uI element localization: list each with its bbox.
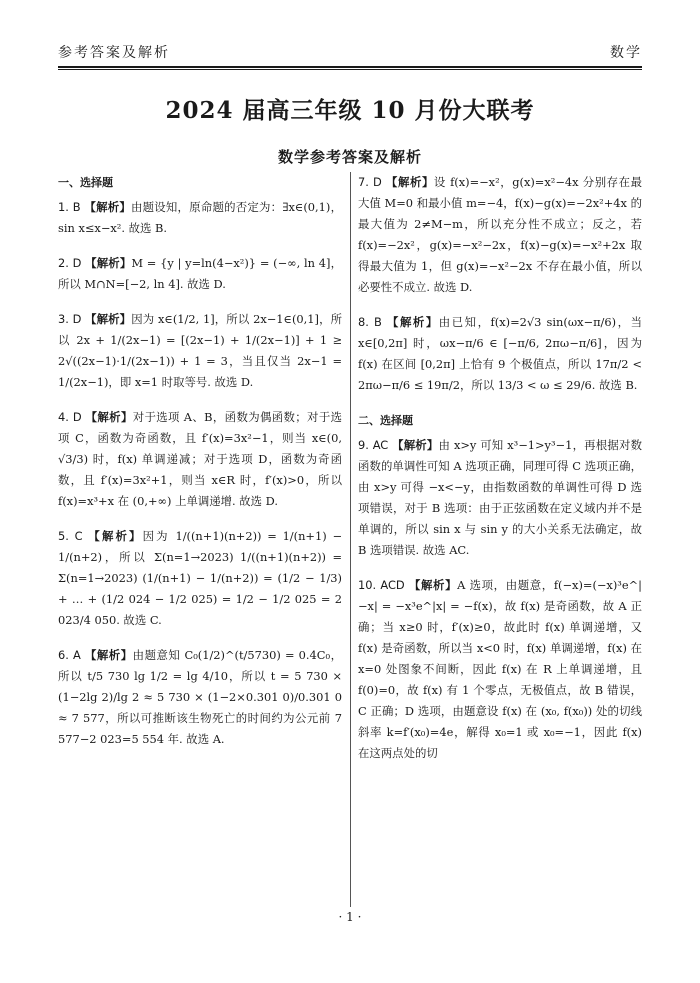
- answer-item: [58, 526, 342, 631]
- analysis-tag: 【解析】: [85, 312, 132, 326]
- answer-item: [58, 197, 342, 239]
- header-right: 数学: [610, 45, 642, 61]
- header-divider-thin: [58, 69, 642, 70]
- answer-item: [358, 435, 642, 561]
- answer-explanation: A 选项，由题意，f(−x)=(−x)³e^|−x| = −x³e^|x| = −f(x)，故 f(x) 是奇函数，故 A 正确；当 x≥0 时，f′(x)≥0，故此时 f(x) 单调递增，又 f(x) 是奇函数，所以当 x<0 时，f(x) 单调递增，f(x) 在 x=0 处图象不间断，因此 f(x) 在 R 上单调递增，且 f(0)=0，故 f(x) 有 1 个零点，无极值点，故 B 错误，C 正确；D 选项，由题意设 f(x) 在 (x₀, f(x₀)) 处的切线斜率 k=f′(x₀)=4e，解得 x₀=1 或 x₀=−1，因此 f(x) 在这两点处的切: [358, 578, 642, 760]
- answer-number: 1. B: [58, 200, 81, 214]
- answer-item: [58, 645, 342, 750]
- answer-explanation: 因为 1/((n+1)(n+2)) = 1/(n+1) − 1/(n+2)，所以 Σ(n=1→2023) 1/((n+1)(n+2)) = Σ(n=1→2023) (1/(n+1) − 1/(n+2)) = (1/2 − 1/3) + … + (1/2 024 − 1/2 025) = 1/2 − 1/2 025 = 2 023/4 050. 故选 C.: [58, 529, 342, 627]
- header-divider: [58, 66, 642, 68]
- analysis-tag: 【解析】: [392, 438, 439, 452]
- answer-item: [58, 253, 342, 295]
- left-column: [58, 172, 342, 764]
- answer-number: 2. D: [58, 256, 82, 270]
- answer-item: [58, 407, 342, 512]
- answer-item: [358, 575, 642, 764]
- answer-number: 8. B: [358, 315, 382, 329]
- page-number: · 1 ·: [338, 910, 362, 924]
- answer-item: [58, 309, 342, 393]
- analysis-tag: 【解析】: [84, 200, 131, 214]
- answer-number: 9. AC: [358, 438, 389, 452]
- page-title: 2024 届高三年级 10 月份大联考: [165, 97, 535, 124]
- analysis-tag: 【解析】: [84, 648, 133, 662]
- answer-explanation: 由已知，f(x)=2√3 sin(ωx−π/6)，当 x∈[0,2π] 时，ωx−π/6 ∈ [−π/6, 2πω−π/6]，因为 f(x) 在区间 [0,2π] 上恰有 9 个极值点，所以 17π/2 < 2πω−π/6 ≤ 19π/2，所以 13/3 < ω ≤ 29/6. 故选 B.: [358, 315, 642, 392]
- answer-number: 3. D: [58, 312, 82, 326]
- header-left: 参考答案及解析: [58, 45, 170, 61]
- page-subtitle: 数学参考答案及解析: [277, 148, 422, 166]
- answer-explanation: 由题设知，原命题的否定为：∃x∈(0,1)，sin x≤x−x². 故选 B.: [58, 200, 342, 235]
- answer-number: 6. A: [58, 648, 81, 662]
- answer-explanation: 因为 x∈(1/2, 1]，所以 2x−1∈(0,1]，所以 2x + 1/(2x−1) = [(2x−1) + 1/(2x−1)] + 1 ≥ 2√((2x−1)·1/(2x−1)) + 1 = 3，当且仅当 2x−1 = 1/(2x−1)，即 x=1 时取等号. 故选 D.: [58, 312, 342, 389]
- answer-number: 7. D: [358, 175, 382, 189]
- analysis-tag: 【解析】: [85, 410, 133, 424]
- right-column: [358, 172, 642, 778]
- analysis-tag: 【解析】: [88, 529, 143, 543]
- answer-explanation: 由题意知 C₀(1/2)^(t/5730) = 0.4C₀，所以 t/5 730 lg 1/2 = lg 4/10，所以 t = 5 730 × (1−2lg 2)/lg 2 ≈ 5 730 × (1−2×0.301 0)/0.301 0 ≈ 7 577，所以可推断该生物死亡的时间约为公元前 7 577−2 023=5 554 年. 故选 A.: [58, 648, 342, 746]
- analysis-tag: 【解析】: [387, 315, 439, 329]
- answer-explanation: 设 f(x)=−x²，g(x)=x²−4x 分别存在最大值 M=0 和最小值 m=−4，f(x)−g(x)=−2x²+4x 的最大值为 2≠M−m，所以充分性不成立；反之，若 f(x)=−2x²，g(x)=−x²−2x，f(x)−g(x)=−x²+2x 取得最大值为 1，但 g(x)=−x²−2x 不存在最小值，所以必要性不成立. 故选 D.: [358, 175, 642, 294]
- answer-number: 5. C: [58, 529, 83, 543]
- answer-explanation: 由 x>y 可知 x³−1>y³−1，再根据对数函数的单调性可知 A 选项正确，同理可得 C 选项正确，由 x>y 可得 −x<−y，由指数函数的单调性可得 D 选项错误，对于 B 选项：由于正弦函数在定义域内并不是单调的，所以 sin x 与 sin y 的大小关系无法确定，故 B 选项错误. 故选 AC.: [358, 438, 642, 557]
- answer-explanation: 对于选项 A、B，函数为偶函数；对于选项 C，函数为奇函数，且 f′(x)=3x²−1，则当 x∈(0, √3/3) 时，f(x) 单调递减；对于选项 D，函数为奇函数，且 f′(x)=3x²+1，则当 x∈R 时，f′(x)>0，所以 f(x)=x³+x 在 (0,+∞) 上单调递增. 故选 D.: [58, 410, 342, 508]
- answer-item: [358, 312, 642, 396]
- analysis-tag: 【解析】: [85, 256, 132, 270]
- analysis-tag: 【解析】: [386, 175, 434, 189]
- answer-number: 4. D: [58, 410, 82, 424]
- analysis-tag: 【解析】: [408, 578, 458, 592]
- answer-item: [358, 172, 642, 298]
- section-heading-multi-choice: 二、选择题: [358, 414, 413, 427]
- answer-number: 10. ACD: [358, 578, 405, 592]
- answer-explanation: M = {y | y=ln(4−x²)} = (−∞, ln 4]，所以 M∩N=[−2, ln 4]. 故选 D.: [58, 256, 342, 291]
- column-divider: [350, 172, 351, 907]
- section-heading-single-choice: 一、选择题: [58, 176, 113, 189]
